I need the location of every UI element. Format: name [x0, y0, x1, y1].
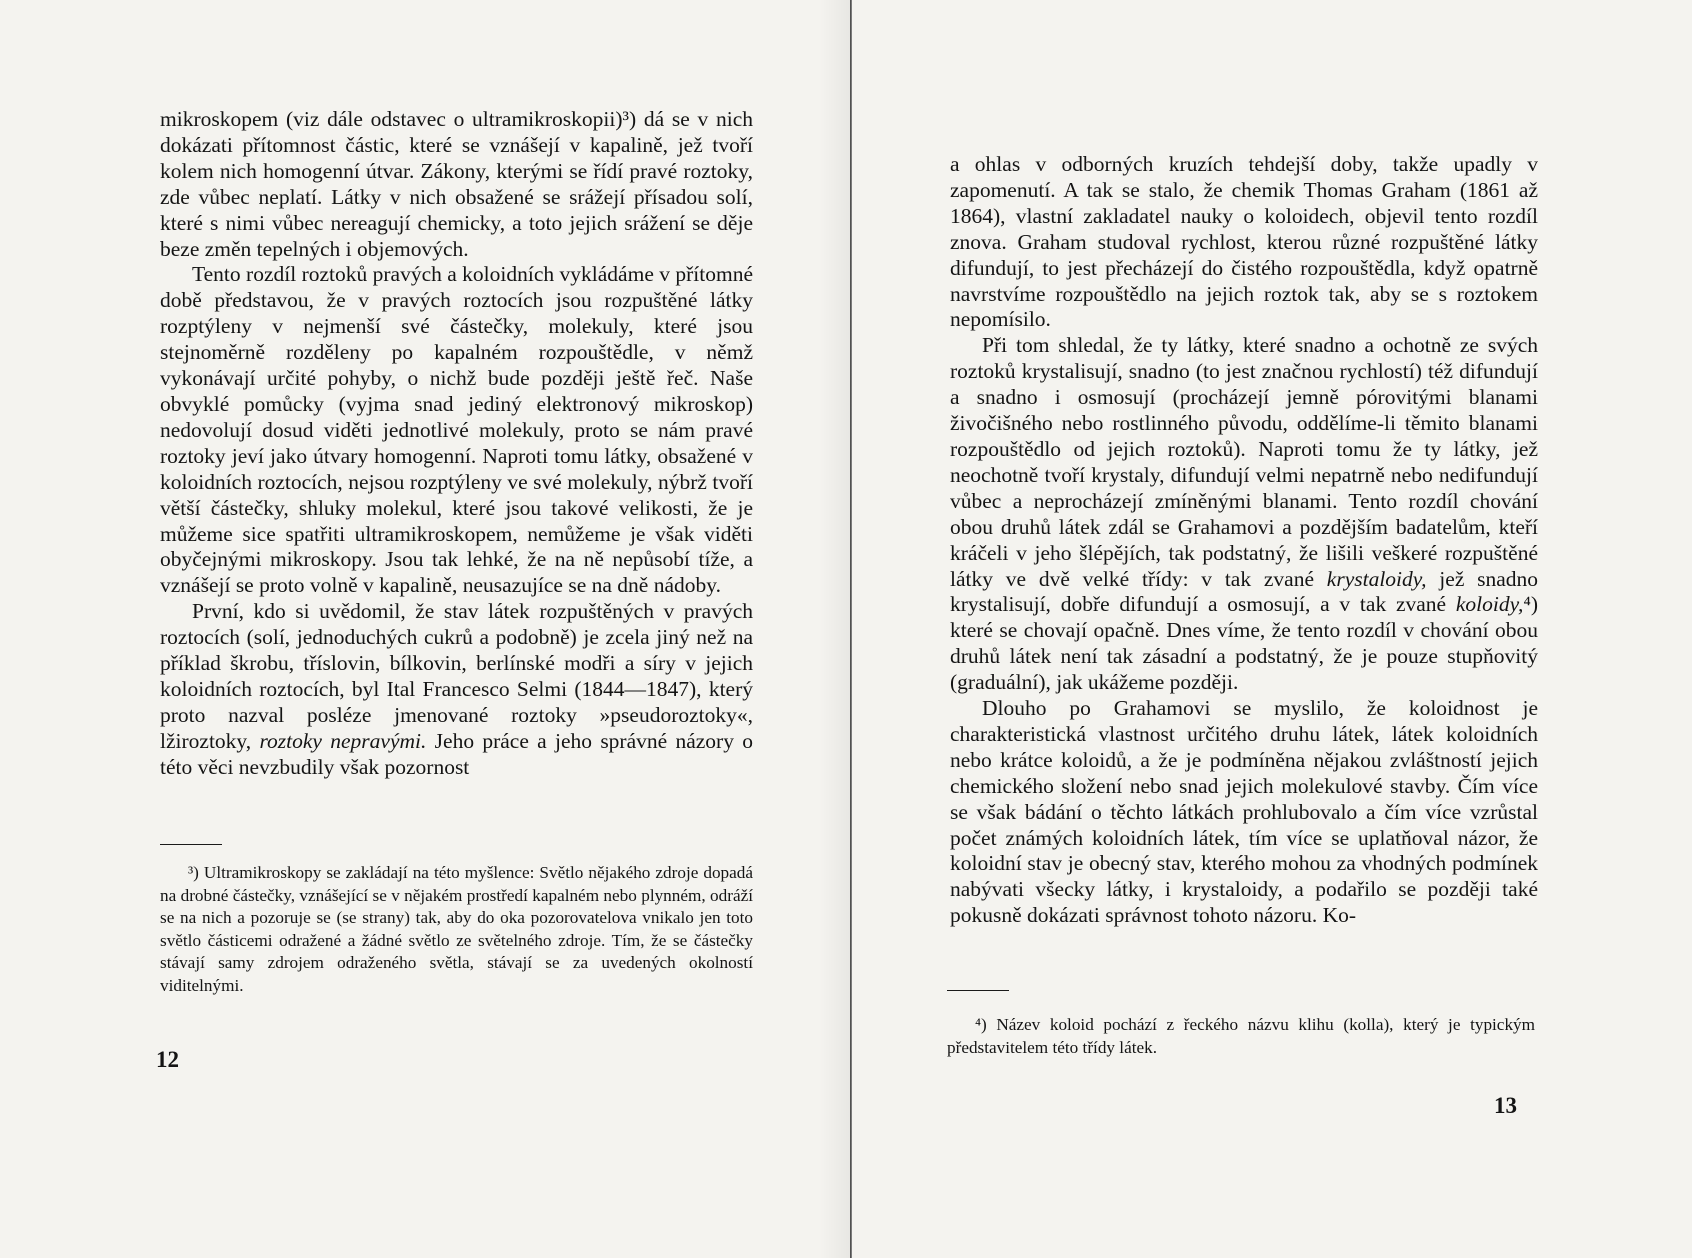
right-footnote [947, 1014, 1535, 1059]
left-paragraph-3-end: Jeho práce a jeho správné názory o této věci nevzbudily však pozornost [160, 728, 753, 779]
right-paragraph-1: a ohlas v odborných kruzích tehdejší doby, takže upadly v zapomenutí. A tak se stalo, že chemik Thomas Graham (1861 až 1864), vlastní zakladatel nauky o koloidech, objevil tento rozdíl znova. Graham studoval rychlost, kterou různé rozpuštěné látky difundují, to jest přecházejí do čistého rozpouštědla, když opatrně navrstvíme rozpouštědlo na jejich roztok tak, aby se s roztokem nepomísilo. [950, 152, 1538, 332]
left-paragraph-2: Tento rozdíl roztoků pravých a koloidních vykládáme v přítomné době představou, že v pravých roztocích jsou rozpuštěné látky rozptýleny v nejmenší své částečky, molekuly, které jsou stejnoměrně rozděleny po kapalném rozpouštědle, v němž vykonávají určité pohyby, o nichž bude později ještě řeč. Naše obvyklé pomůcky (vyjma snad jediný elektronový mikroskop) nedovolují dosud viděti jednotlivé molekuly, proto se nám pravé roztoky jeví jako útvary homogenní. Naproti tomu látky, obsažené v koloidních roztocích, nejsou rozptýleny ve své molekuly, nýbrž tvoří větší částečky, shluky molekul, které jsou takové velikosti, že je můžeme sice spatřiti ultramikroskopem, nemůžeme je však viděti obyčejnými mikroskopy. Jsou tak lehké, že na ně nepůsobí tíže, a vznášejí se proto volně v kapalině, neusazujíce se na dně nádoby. [160, 262, 753, 598]
right-paragraph-2-end: které se chovají opačně. Dnes víme, že tento rozdíl v chování obou druhů látek není tak zásadní a podstatný, že je pouze stupňovitý (graduální), jak ukážeme později. [950, 618, 1538, 695]
left-paragraph-3-text: První, kdo si uvědomil, že stav látek rozpuštěných v pravých roztocích (solí, jednoduchých cukrů a podobně) je zcela jiný než na příklad škrobu, tříslovin, bílkovin, berlínské modři a síry v jejich koloidních roztocích, byl Ital Francesco Selmi (1844—1847), který proto nazval posléze jmenované roztoky »pseudoroztoky«, lžiroztoky, [160, 599, 753, 753]
right-footnote-text: Název koloid pochází z řeckého názvu klihu (kolla), který je typickým představitelem této třídy látek. [947, 1015, 1535, 1057]
left-page-number: 12 [156, 1047, 179, 1072]
left-footnote-marker: ³) [188, 863, 199, 882]
right-footnote-body [947, 1014, 1535, 1059]
left-footnote-rule [160, 844, 222, 845]
right-footnote-marker: ⁴) [975, 1015, 987, 1034]
right-paragraph-2-marker: ⁴) [1523, 592, 1538, 617]
left-paragraph-1: mikroskopem (viz dále odstavec o ultramikroskopii)³) dá se v nich dokázati přítomnost částic, které se vznášejí v kapalině, jež tvoří kolem nich homogenní útvar. Zákony, kterými se řídí pravé roztoky, zde vůbec neplatí. Látky v nich obsažené se srážejí přísadou solí, které s nimi vůbec nereagují chemicky, a toto jejich srážení se děje beze změn tepelných i objemových. [160, 107, 753, 261]
left-footnote-body [160, 862, 753, 998]
left-paragraph-3-italic: roztoky nepravými. [259, 728, 427, 753]
gutter-shade [820, 0, 850, 1258]
left-footnote [160, 862, 753, 998]
left-paragraph-3 [160, 599, 753, 780]
right-paragraph-3: Dlouho po Grahamovi se myslilo, že koloidnost je charakteristická vlastnost určitého druhu látek, látek koloidních nebo krátce koloidů, a že je podmíněna nějakou zvláštností jejich chemického složení nebo snad jejich molekulové stavby. Čím více se však bádání o těchto látkách prohlubovalo a čím více vzrůstal počet známých koloidních látek, tím více se uplatňoval názor, že koloidní stav je obecný stav, kterého mohou za vhodných podmínek nabývati všecky látky, i krystaloidy, a podařilo se později také pokusně dokázati správnost tohoto názoru. Ko- [950, 696, 1538, 928]
right-paragraph-2-text: Při tom shledal, že ty látky, které snadno a ochotně ze svých roztoků krystalisují, snadno (to jest značnou rychlostí) též difundují a snadno i osmosují (procházejí jemně pórovitými blanami živočišného nebo rostlinného původu, oddělíme-li těmito blanami rozpouštědlo od jejich roztoků). Naproti tomu že ty látky, jež neochotně tvoří krystaly, difundují velmi nepatrně nebo nedifundují vůbec a neprocházejí zmíněnými blanami. Tento rozdíl chování obou druhů látek zdál se Grahamovi a pozdějším badatelům, kteří kráčeli v jeho šlépějích, tak podstatný, že lišili veškeré rozpuštěné látky ve dvě velké třídy: v tak zvané [950, 333, 1538, 591]
right-page-body [950, 152, 1538, 929]
right-paragraph-2-italic-1: krystaloidy, [1326, 566, 1427, 591]
right-page [852, 0, 1692, 1258]
left-footnote-text: Ultramikroskopy se zakládají na této myšlence: Světlo nějakého zdroje dopadá na drobné částečky, vznášející se v nějakém prostředí kapalném nebo plynném, odráží se na nich a pozoruje se (se strany) tak, aby do oka pozorovatelova vnikalo jen toto světlo částicemi odražené a žádné světlo ze světelného zdroje. Tím, že se částečky stávají samy zdrojem odraženého světla, stávají se za uvedených okolností viditelnými. [160, 863, 753, 995]
right-page-number: 13 [1494, 1093, 1517, 1118]
right-paragraph-2-mid: jež snadno krystalisují, dobře difundují a osmosují, a v tak zvané [950, 566, 1539, 617]
right-paragraph-2-italic-2: koloidy, [1455, 592, 1524, 617]
right-paragraph-2 [950, 333, 1538, 696]
right-footnote-rule [947, 990, 1009, 991]
left-page-body [160, 107, 753, 781]
